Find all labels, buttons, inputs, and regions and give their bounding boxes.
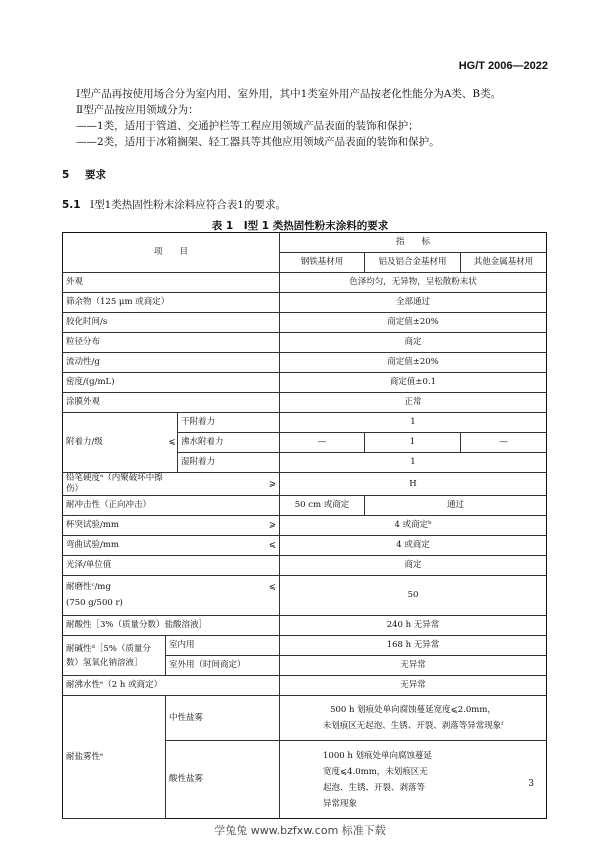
table-row [63,413,547,433]
requirements-table [62,232,547,819]
row-value: 商定值±20% [280,353,547,373]
impact-other-value: 通过 [365,496,547,516]
table-row [63,696,547,741]
table-row [63,636,547,656]
abrasion-label-2: (750 g/500 r) [66,598,123,608]
table-row [63,536,547,556]
salt-neutral-value [280,696,547,741]
table-row [63,676,547,696]
adhesion-boil-other: — [461,433,547,453]
row-value: 50 [280,576,547,616]
intro-line-2: Ⅱ型产品按应用领域分为： [76,104,199,116]
section-number: 5 [62,169,70,181]
adhesion-wet-value: 1 [280,453,547,473]
row-label: 筛余物（125 μm 或商定） [63,293,280,313]
row-value: 全部通过 [280,293,547,313]
intro-line-1: Ⅰ型产品再按使用场合分为室内用、室外用，其中1类室外用产品按老化性能分为A类、B类。 [76,88,502,100]
clause-5-1 [62,197,286,212]
page-number: 3 [528,779,534,789]
row-value: 240 h 无异常 [280,616,547,636]
row-label: 耐沸水性ᵉ（2 h 或商定） [63,676,280,696]
impact-steel-value: 50 cm 或商定 [280,496,365,516]
alkali-outdoor-label: 室外用（时间商定） [166,656,280,676]
adhesion-label: 附着力/级 [63,413,166,473]
row-symbol: ⩽ [178,576,280,616]
adhesion-boil-steel: — [280,433,365,453]
salt-acidic-line-1: 1000 h 划痕处单向腐蚀蔓延 [323,750,433,761]
alkali-outdoor-value: 无异常 [280,656,547,676]
header-aluminium: 铝及铝合金基材用 [365,253,461,273]
salt-acidic-line-4: 异常现象 [323,798,358,809]
row-label: 耐冲击性（正向冲击） [63,496,280,516]
row-label: 杯突试验/mm [63,516,178,536]
section-heading [62,167,106,182]
abrasion-label-1: 耐磨性ᶜ/mg [66,582,111,592]
row-value: 无异常 [280,676,547,696]
row-label: 涂膜外观 [63,393,280,413]
adhesion-wet-label: 湿附着力 [178,453,280,473]
table-row [63,556,547,576]
row-value: 4 或商定ᵇ [280,516,547,536]
salt-neutral-line-2: 未划痕区无起泡、生锈、开裂、剥落等异常现象ᶠ [322,721,504,731]
table-row [63,313,547,333]
row-value: 色泽均匀，无异物，呈松散粉末状 [280,273,547,293]
table-row [63,496,547,516]
alkali-indoor-label: 室内用 [166,636,280,656]
row-value: 商定值±20% [280,313,547,333]
row-value: 商定 [280,333,547,353]
row-value: H [280,473,547,496]
row-label: 密度/(g/mL) [63,373,280,393]
adhesion-boil-label: 沸水附着力 [178,433,280,453]
row-label: 铅笔硬度ᵃ（内聚破坏中擦伤） [63,473,178,496]
table-row [63,353,547,373]
row-label: 光泽/单位值 [63,556,280,576]
adhesion-dry-value: 1 [280,413,547,433]
standard-code: HG/T 2006—2022 [458,60,548,72]
header-steel: 钢铁基材用 [280,253,365,273]
table-row [63,293,547,313]
row-label: 胶化时间/s [63,313,280,333]
adhesion-dry-label: 干附着力 [178,413,280,433]
clause-text: Ⅰ型1类热固性粉末涂料应符合表1的要求。 [89,199,286,211]
adhesion-symbol: ⩽ [166,413,178,473]
row-label: 耐酸性［3%（质量分数）盐酸溶液］ [63,616,280,636]
table-row [63,516,547,536]
row-label: 外观 [63,273,280,293]
table-row [63,333,547,353]
row-symbol: ⩽ [178,536,280,556]
salt-acidic-line-2: 宽度⩽4.0mm，未划痕区无 [323,766,428,777]
table-row [63,373,547,393]
row-label: 粒径分布 [63,333,280,353]
adhesion-boil-al: 1 [365,433,461,453]
row-symbol: ⩾ [178,473,280,496]
table-row [63,273,547,293]
table-row [63,393,547,413]
salt-neutral-label: 中性盐雾 [166,696,280,741]
table-row [63,473,547,496]
row-value: 商定 [280,556,547,576]
row-label: 弯曲试验/mm [63,536,178,556]
intro-line-4: ——2类，适用于冰箱搁架、轻工器具等其他应用领域产品表面的装饰和保护。 [76,136,440,148]
row-value: 商定值±0.1 [280,373,547,393]
salt-acidic-value [280,741,547,819]
intro-line-3: ——1类，适用于管道、交通护栏等工程应用领域产品表面的装饰和保护； [76,120,419,132]
salt-acidic-label: 酸性盐雾 [166,741,280,819]
table-row [63,576,547,616]
salt-acidic-line-3: 起泡、生锈、开裂、剥落等 [323,782,426,793]
site-watermark: 学兔兔 www.bzfxw.com 标准下载 [214,824,386,837]
row-value: 正常 [280,393,547,413]
salt-spray-label: 耐盐雾性ᵉ [63,696,166,819]
header-index: 指 标 [280,233,547,253]
section-title: 要求 [84,169,106,181]
row-label [63,576,178,616]
clause-number: 5.1 [62,199,81,211]
row-label: 流动性/g [63,353,280,373]
header-item: 项 目 [63,233,280,273]
table-caption: 表 1 Ⅰ型 1 类热固性粉末涂料的要求 [211,220,389,232]
row-value: 4 或商定 [280,536,547,556]
alkali-indoor-value: 168 h 无异常 [280,636,547,656]
header-other-metal: 其他金属基材用 [461,253,547,273]
row-symbol: ⩾ [178,516,280,536]
table-row [63,616,547,636]
alkali-label: 耐碱性ᵈ［5%（质量分数）氢氧化钠溶液］ [63,636,166,676]
salt-neutral-line-1: 500 h 划痕处单向腐蚀蔓延宽度⩽2.0mm， [330,705,496,715]
